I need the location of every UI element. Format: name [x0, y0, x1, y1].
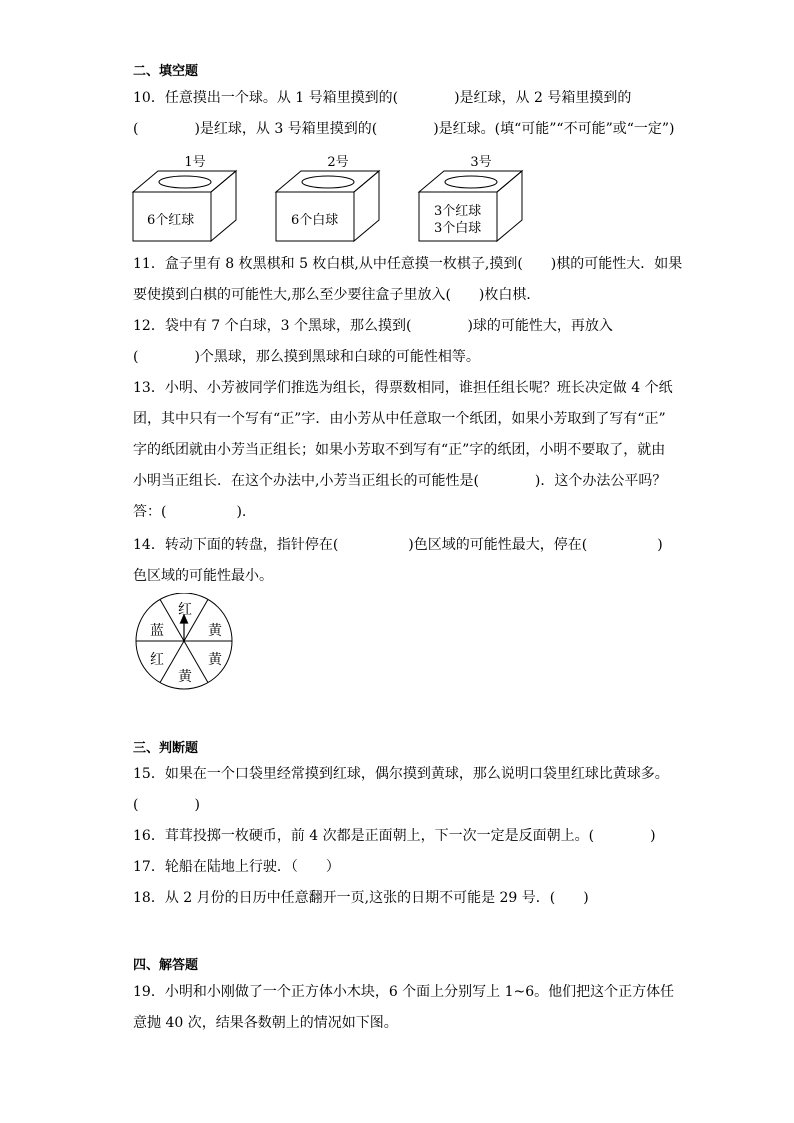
q13-line2: 团，其中只有一个写有“正”字．由小芳从中任意取一个纸团，如果小芳取到了写有“正” — [133, 411, 666, 427]
q19-line2: 意抛 40 次，结果各数朝上的情况如下图。 — [133, 1015, 398, 1031]
box3-label: 3号 — [470, 155, 492, 170]
spinner-label-top: 红 — [178, 602, 192, 618]
spinner-label-lower-left: 红 — [150, 652, 164, 668]
q13-line1: 13．小明、小芳被同学们推选为组长，得票数相同，谁担任组长呢？班长决定做 4 个纸 — [133, 380, 673, 396]
box2-drawing — [273, 168, 383, 244]
box2-content: 6个白球 — [291, 213, 339, 228]
q10-line2: ( )是红球，从 3 号箱里摸到的( )是红球。(填“可能”“不可能”或“一定”) — [133, 121, 675, 137]
spinner-label-lower-right: 黄 — [208, 652, 222, 668]
box1-drawing — [130, 168, 240, 244]
q19-line1: 19．小明和小刚做了一个正方体小木块，6 个面上分别写上 1~6。他们把这个正方体任 — [133, 984, 675, 1000]
q13-line3: 字的纸团就由小芳当正组长；如果小芳取不到写有“正”字的纸团，小明不要取了，就由 — [133, 442, 666, 458]
q18-line: 18．从 2 月份的日历中任意翻开一页,这张的日期不可能是 29 号．( ) — [133, 890, 589, 906]
q12-line1: 12．袋中有 7 个白球，3 个黑球，那么摸到( )球的可能性大，再放入 — [133, 318, 613, 334]
box3-content-red: 3个红球 — [434, 204, 482, 219]
q11-line1: 11．盒子里有 8 枚黑棋和 5 枚白棋,从中任意摸一枚棋子,摸到( )棋的可能性大．如果 — [133, 256, 683, 272]
box2-label: 2号 — [327, 155, 349, 170]
q14-line1: 14．转动下面的转盘，指针停在( )色区域的可能性最大，停在( ) — [133, 537, 663, 553]
q16-line: 16．茸茸投掷一枚硬币，前 4 次都是正面朝上，下一次一定是反面朝上。( ) — [133, 828, 656, 844]
q13-line5: 答：( ). — [133, 504, 247, 520]
section-heading-fill-blank: 二、填空题 — [133, 64, 199, 79]
q13-line4: 小明当正组长．在这个办法中,小芳当正组长的可能性是( )．这个办法公平吗？ — [133, 473, 667, 489]
q15-line1: 15．如果在一个口袋里经常摸到红球，偶尔摸到黄球，那么说明口袋里红球比黄球多。 — [133, 766, 669, 782]
q10-line1: 10．任意摸出一个球。从 1 号箱里摸到的( )是红球，从 2 号箱里摸到的 — [133, 90, 632, 106]
spinner-label-upper-left: 蓝 — [150, 623, 164, 639]
q17-line: 17．轮船在陆地上行驶．（ ） — [133, 859, 340, 875]
box3-content-white: 3个白球 — [434, 221, 482, 236]
q11-line2: 要使摸到白棋的可能性大,那么至少要往盒子里放入( )枚白棋． — [133, 287, 541, 303]
q15-line2: ( ) — [133, 797, 200, 813]
box1-content: 6个红球 — [147, 213, 195, 228]
q14-line2: 色区域的可能性最小。 — [133, 568, 273, 584]
spinner-label-upper-right: 黄 — [208, 623, 222, 639]
section-heading-true-false: 三、判断题 — [133, 741, 199, 756]
q12-line2: ( )个黑球，那么摸到黑球和白球的可能性相等。 — [133, 349, 480, 365]
spinner-label-bottom: 黄 — [178, 669, 192, 685]
section-heading-answer: 四、解答题 — [133, 958, 199, 973]
box1-label: 1号 — [184, 155, 206, 170]
